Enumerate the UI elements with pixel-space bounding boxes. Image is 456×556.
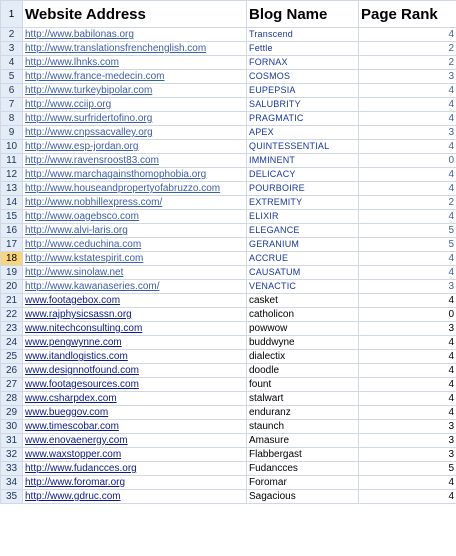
website-address-cell[interactable] <box>23 406 247 420</box>
website-address-cell[interactable] <box>23 210 247 224</box>
website-address-cell[interactable] <box>23 308 247 322</box>
website-link[interactable]: www.waxstopper.com <box>25 449 122 460</box>
website-link[interactable]: http://www.houseandpropertyofabruzzo.com <box>25 183 221 194</box>
website-address-cell[interactable] <box>23 420 247 434</box>
website-link[interactable]: http://www.translationsfrenchenglish.com <box>25 43 207 54</box>
table-row <box>1 182 456 196</box>
page-rank-cell[interactable]: 5 <box>359 224 456 238</box>
website-address-cell[interactable] <box>23 252 247 266</box>
blog-name-cell[interactable]: dialectix <box>247 350 359 364</box>
website-address-cell[interactable] <box>23 126 247 140</box>
website-address-cell[interactable] <box>23 490 247 504</box>
page-rank-cell[interactable]: 0 <box>359 308 456 322</box>
website-link[interactable]: www.footagesources.com <box>25 379 139 390</box>
website-link[interactable]: www.footagebox.com <box>25 295 121 306</box>
website-link[interactable]: http://www.marchagainsthomophobia.org <box>25 169 207 180</box>
website-address-cell[interactable] <box>23 168 247 182</box>
blog-name-cell[interactable]: COSMOS <box>247 70 359 84</box>
blog-name-cell[interactable]: IMMINENT <box>247 154 359 168</box>
table-row <box>1 322 456 336</box>
table-row <box>1 154 456 168</box>
column-header-page-rank[interactable]: Page Rank <box>359 1 456 28</box>
row-header[interactable]: 5 <box>1 70 23 84</box>
header-row <box>1 1 456 28</box>
table-row <box>1 140 456 154</box>
table-row <box>1 294 456 308</box>
row-header[interactable]: 29 <box>1 406 23 420</box>
table-row <box>1 168 456 182</box>
website-link[interactable]: http://www.lhnks.com <box>25 57 119 68</box>
blog-name-cell[interactable]: stalwart <box>247 392 359 406</box>
website-link[interactable]: http://www.kawanaseries.com/ <box>25 281 160 292</box>
table-row <box>1 266 456 280</box>
website-link[interactable]: http://www.sinolaw.net <box>25 267 124 278</box>
website-address-cell[interactable] <box>23 196 247 210</box>
blog-name-cell[interactable]: ACCRUE <box>247 252 359 266</box>
blog-name-cell[interactable]: Transcend <box>247 28 359 42</box>
page-rank-cell[interactable]: 4 <box>359 252 456 266</box>
table-row <box>1 350 456 364</box>
website-link[interactable]: http://www.esp-jordan.org <box>25 141 139 152</box>
table-row <box>1 420 456 434</box>
blog-name-cell[interactable]: PRAGMATIC <box>247 112 359 126</box>
column-header-blog-name[interactable]: Blog Name <box>247 1 359 28</box>
table-row <box>1 210 456 224</box>
website-link[interactable]: http://www.alvi-laris.org <box>25 225 128 236</box>
page-rank-cell[interactable]: 3 <box>359 70 456 84</box>
blog-name-cell[interactable]: buddwyne <box>247 336 359 350</box>
website-address-cell[interactable] <box>23 224 247 238</box>
page-rank-cell[interactable]: 5 <box>359 462 456 476</box>
website-link[interactable]: http://www.cciip.org <box>25 99 112 110</box>
table-row <box>1 462 456 476</box>
row-header[interactable]: 13 <box>1 182 23 196</box>
blog-name-cell[interactable]: CAUSATUM <box>247 266 359 280</box>
website-address-cell[interactable] <box>23 350 247 364</box>
row-header[interactable]: 19 <box>1 266 23 280</box>
website-address-cell[interactable] <box>23 448 247 462</box>
row-header[interactable]: 28 <box>1 392 23 406</box>
website-link[interactable]: http://www.kstatespirit.com <box>25 253 144 264</box>
page-rank-cell[interactable]: 4 <box>359 140 456 154</box>
table-row <box>1 336 456 350</box>
table-row <box>1 448 456 462</box>
blog-name-cell[interactable]: staunch <box>247 420 359 434</box>
row-header[interactable]: 25 <box>1 350 23 364</box>
website-address-cell[interactable] <box>23 154 247 168</box>
website-address-cell[interactable] <box>23 266 247 280</box>
page-rank-cell[interactable]: 4 <box>359 182 456 196</box>
website-link[interactable]: http://www.babilonas.org <box>25 29 134 40</box>
website-link[interactable]: www.rajphysicsassn.org <box>25 309 132 320</box>
row-header[interactable]: 32 <box>1 448 23 462</box>
website-address-cell[interactable] <box>23 28 247 42</box>
row-header[interactable]: 23 <box>1 322 23 336</box>
website-address-cell[interactable] <box>23 364 247 378</box>
row-header[interactable]: 8 <box>1 112 23 126</box>
blog-name-cell[interactable]: QUINTESSENTIAL <box>247 140 359 154</box>
row-header[interactable]: 33 <box>1 462 23 476</box>
row-header[interactable]: 10 <box>1 140 23 154</box>
page-rank-cell[interactable]: 2 <box>359 56 456 70</box>
page-rank-cell[interactable]: 3 <box>359 126 456 140</box>
table-row <box>1 70 456 84</box>
page-rank-cell[interactable]: 4 <box>359 168 456 182</box>
page-rank-cell[interactable]: 3 <box>359 448 456 462</box>
page-rank-cell[interactable]: 4 <box>359 210 456 224</box>
blog-name-cell[interactable]: catholicon <box>247 308 359 322</box>
website-link[interactable]: www.csharpdex.com <box>25 393 117 404</box>
row-header[interactable]: 22 <box>1 308 23 322</box>
blog-name-cell[interactable]: Fudancces <box>247 462 359 476</box>
page-rank-cell[interactable]: 3 <box>359 420 456 434</box>
blog-name-cell[interactable]: SALUBRITY <box>247 98 359 112</box>
table-row <box>1 196 456 210</box>
website-link[interactable]: http://www.nobhillexpress.com/ <box>25 197 163 208</box>
blog-name-cell[interactable]: fount <box>247 378 359 392</box>
blog-name-cell[interactable]: DELICACY <box>247 168 359 182</box>
table-row <box>1 392 456 406</box>
page-rank-cell[interactable]: 4 <box>359 392 456 406</box>
blog-name-cell[interactable]: casket <box>247 294 359 308</box>
table-row <box>1 84 456 98</box>
blog-name-cell[interactable]: GERANIUM <box>247 238 359 252</box>
page-rank-cell[interactable]: 4 <box>359 294 456 308</box>
row-header[interactable]: 21 <box>1 294 23 308</box>
website-link[interactable]: http://www.france-medecin.com <box>25 71 165 82</box>
website-address-cell[interactable] <box>23 462 247 476</box>
website-link[interactable]: http://www.gdruc.com <box>25 491 121 502</box>
blog-name-cell[interactable]: POURBOIRE <box>247 182 359 196</box>
table-row <box>1 28 456 42</box>
row-header[interactable]: 27 <box>1 378 23 392</box>
website-address-cell[interactable] <box>23 42 247 56</box>
page-rank-cell[interactable]: 3 <box>359 280 456 294</box>
table-row <box>1 378 456 392</box>
page-rank-cell[interactable]: 4 <box>359 378 456 392</box>
website-link[interactable]: www.designnotfound.com <box>25 365 139 376</box>
table-row <box>1 308 456 322</box>
table-row <box>1 280 456 294</box>
row-header[interactable]: 11 <box>1 154 23 168</box>
row-header[interactable]: 35 <box>1 490 23 504</box>
website-address-cell[interactable] <box>23 280 247 294</box>
table-row <box>1 224 456 238</box>
row-header[interactable]: 2 <box>1 28 23 42</box>
row-header[interactable]: 34 <box>1 476 23 490</box>
row-header[interactable]: 4 <box>1 56 23 70</box>
row-header[interactable]: 17 <box>1 238 23 252</box>
website-address-cell[interactable] <box>23 294 247 308</box>
blog-name-cell[interactable]: FORNAX <box>247 56 359 70</box>
blog-name-cell[interactable]: VENACTIC <box>247 280 359 294</box>
table-row <box>1 434 456 448</box>
website-link[interactable]: http://www.foromar.org <box>25 477 126 488</box>
table-row <box>1 112 456 126</box>
row-header[interactable]: 31 <box>1 434 23 448</box>
row-header[interactable]: 7 <box>1 98 23 112</box>
row-header[interactable]: 1 <box>1 1 23 28</box>
table-row <box>1 406 456 420</box>
page-rank-cell[interactable]: 4 <box>359 84 456 98</box>
page-rank-cell[interactable]: 4 <box>359 406 456 420</box>
row-header[interactable]: 3 <box>1 42 23 56</box>
website-address-cell[interactable] <box>23 336 247 350</box>
page-rank-cell[interactable]: 4 <box>359 336 456 350</box>
page-rank-cell[interactable]: 4 <box>359 28 456 42</box>
page-rank-cell[interactable]: 0 <box>359 154 456 168</box>
page-rank-cell[interactable]: 4 <box>359 476 456 490</box>
blog-name-cell[interactable]: powwow <box>247 322 359 336</box>
row-header[interactable]: 24 <box>1 336 23 350</box>
blog-name-cell[interactable]: EXTREMITY <box>247 196 359 210</box>
website-address-cell[interactable] <box>23 378 247 392</box>
website-link[interactable]: http://www.turkeybipolar.com <box>25 85 153 96</box>
blog-name-cell[interactable]: enduranz <box>247 406 359 420</box>
website-link[interactable]: http://www.fudancces.org <box>25 463 137 474</box>
website-address-cell[interactable] <box>23 182 247 196</box>
website-link[interactable]: www.timescobar.com <box>25 421 119 432</box>
blog-name-cell[interactable]: Amasure <box>247 434 359 448</box>
website-address-cell[interactable] <box>23 322 247 336</box>
row-header[interactable]: 18 <box>1 252 23 266</box>
website-address-cell[interactable] <box>23 112 247 126</box>
page-rank-cell[interactable]: 2 <box>359 42 456 56</box>
page-rank-cell[interactable]: 2 <box>359 196 456 210</box>
table-row <box>1 364 456 378</box>
table-row <box>1 238 456 252</box>
blog-name-cell[interactable]: EUPEPSIA <box>247 84 359 98</box>
row-header[interactable]: 6 <box>1 84 23 98</box>
website-link[interactable]: www.enovaenergy.com <box>25 435 128 446</box>
website-address-cell[interactable] <box>23 98 247 112</box>
page-rank-cell[interactable]: 3 <box>359 434 456 448</box>
table-row <box>1 42 456 56</box>
website-address-cell[interactable] <box>23 238 247 252</box>
column-header-website-address[interactable]: Website Address <box>23 1 247 28</box>
table-row <box>1 56 456 70</box>
website-address-cell[interactable] <box>23 140 247 154</box>
row-header[interactable]: 12 <box>1 168 23 182</box>
blog-name-cell[interactable]: Sagacious <box>247 490 359 504</box>
page-rank-cell[interactable]: 4 <box>359 98 456 112</box>
website-address-cell[interactable] <box>23 70 247 84</box>
row-header[interactable]: 15 <box>1 210 23 224</box>
page-rank-cell[interactable]: 4 <box>359 266 456 280</box>
blog-name-cell[interactable]: doodle <box>247 364 359 378</box>
blog-name-cell[interactable]: Fettle <box>247 42 359 56</box>
blog-name-cell[interactable]: ELIXIR <box>247 210 359 224</box>
website-link[interactable]: www.bueggov.com <box>25 407 109 418</box>
row-header[interactable]: 9 <box>1 126 23 140</box>
blog-name-cell[interactable]: Foromar <box>247 476 359 490</box>
website-link[interactable]: http://www.ceduchina.com <box>25 239 142 250</box>
table-row <box>1 490 456 504</box>
blog-name-cell[interactable]: ELEGANCE <box>247 224 359 238</box>
page-rank-cell[interactable]: 5 <box>359 238 456 252</box>
blog-name-cell[interactable]: APEX <box>247 126 359 140</box>
website-address-cell[interactable] <box>23 476 247 490</box>
website-address-cell[interactable] <box>23 56 247 70</box>
page-rank-cell[interactable]: 4 <box>359 490 456 504</box>
website-address-cell[interactable] <box>23 84 247 98</box>
website-address-cell[interactable] <box>23 392 247 406</box>
page-rank-cell[interactable]: 4 <box>359 350 456 364</box>
row-header[interactable]: 14 <box>1 196 23 210</box>
row-header[interactable]: 16 <box>1 224 23 238</box>
website-link[interactable]: http://www.oagebsco.com <box>25 211 139 222</box>
website-link[interactable]: www.pengwynne.com <box>25 337 122 348</box>
row-header[interactable]: 26 <box>1 364 23 378</box>
website-link[interactable]: www.itandlogistics.com <box>25 351 128 362</box>
table-row <box>1 252 456 266</box>
table-row <box>1 476 456 490</box>
website-link[interactable]: http://www.surfridertofino.org <box>25 113 153 124</box>
page-rank-cell[interactable]: 4 <box>359 364 456 378</box>
website-link[interactable]: http://www.cnpssacvalley.org <box>25 127 153 138</box>
table-row <box>1 126 456 140</box>
table-row <box>1 98 456 112</box>
row-header[interactable]: 30 <box>1 420 23 434</box>
website-address-cell[interactable] <box>23 434 247 448</box>
blog-name-cell[interactable]: Flabbergast <box>247 448 359 462</box>
row-header[interactable]: 20 <box>1 280 23 294</box>
page-rank-cell[interactable]: 3 <box>359 322 456 336</box>
website-link[interactable]: http://www.ravensroost83.com <box>25 155 159 166</box>
page-rank-cell[interactable]: 4 <box>359 112 456 126</box>
website-link[interactable]: www.nitechconsulting.com <box>25 323 143 334</box>
